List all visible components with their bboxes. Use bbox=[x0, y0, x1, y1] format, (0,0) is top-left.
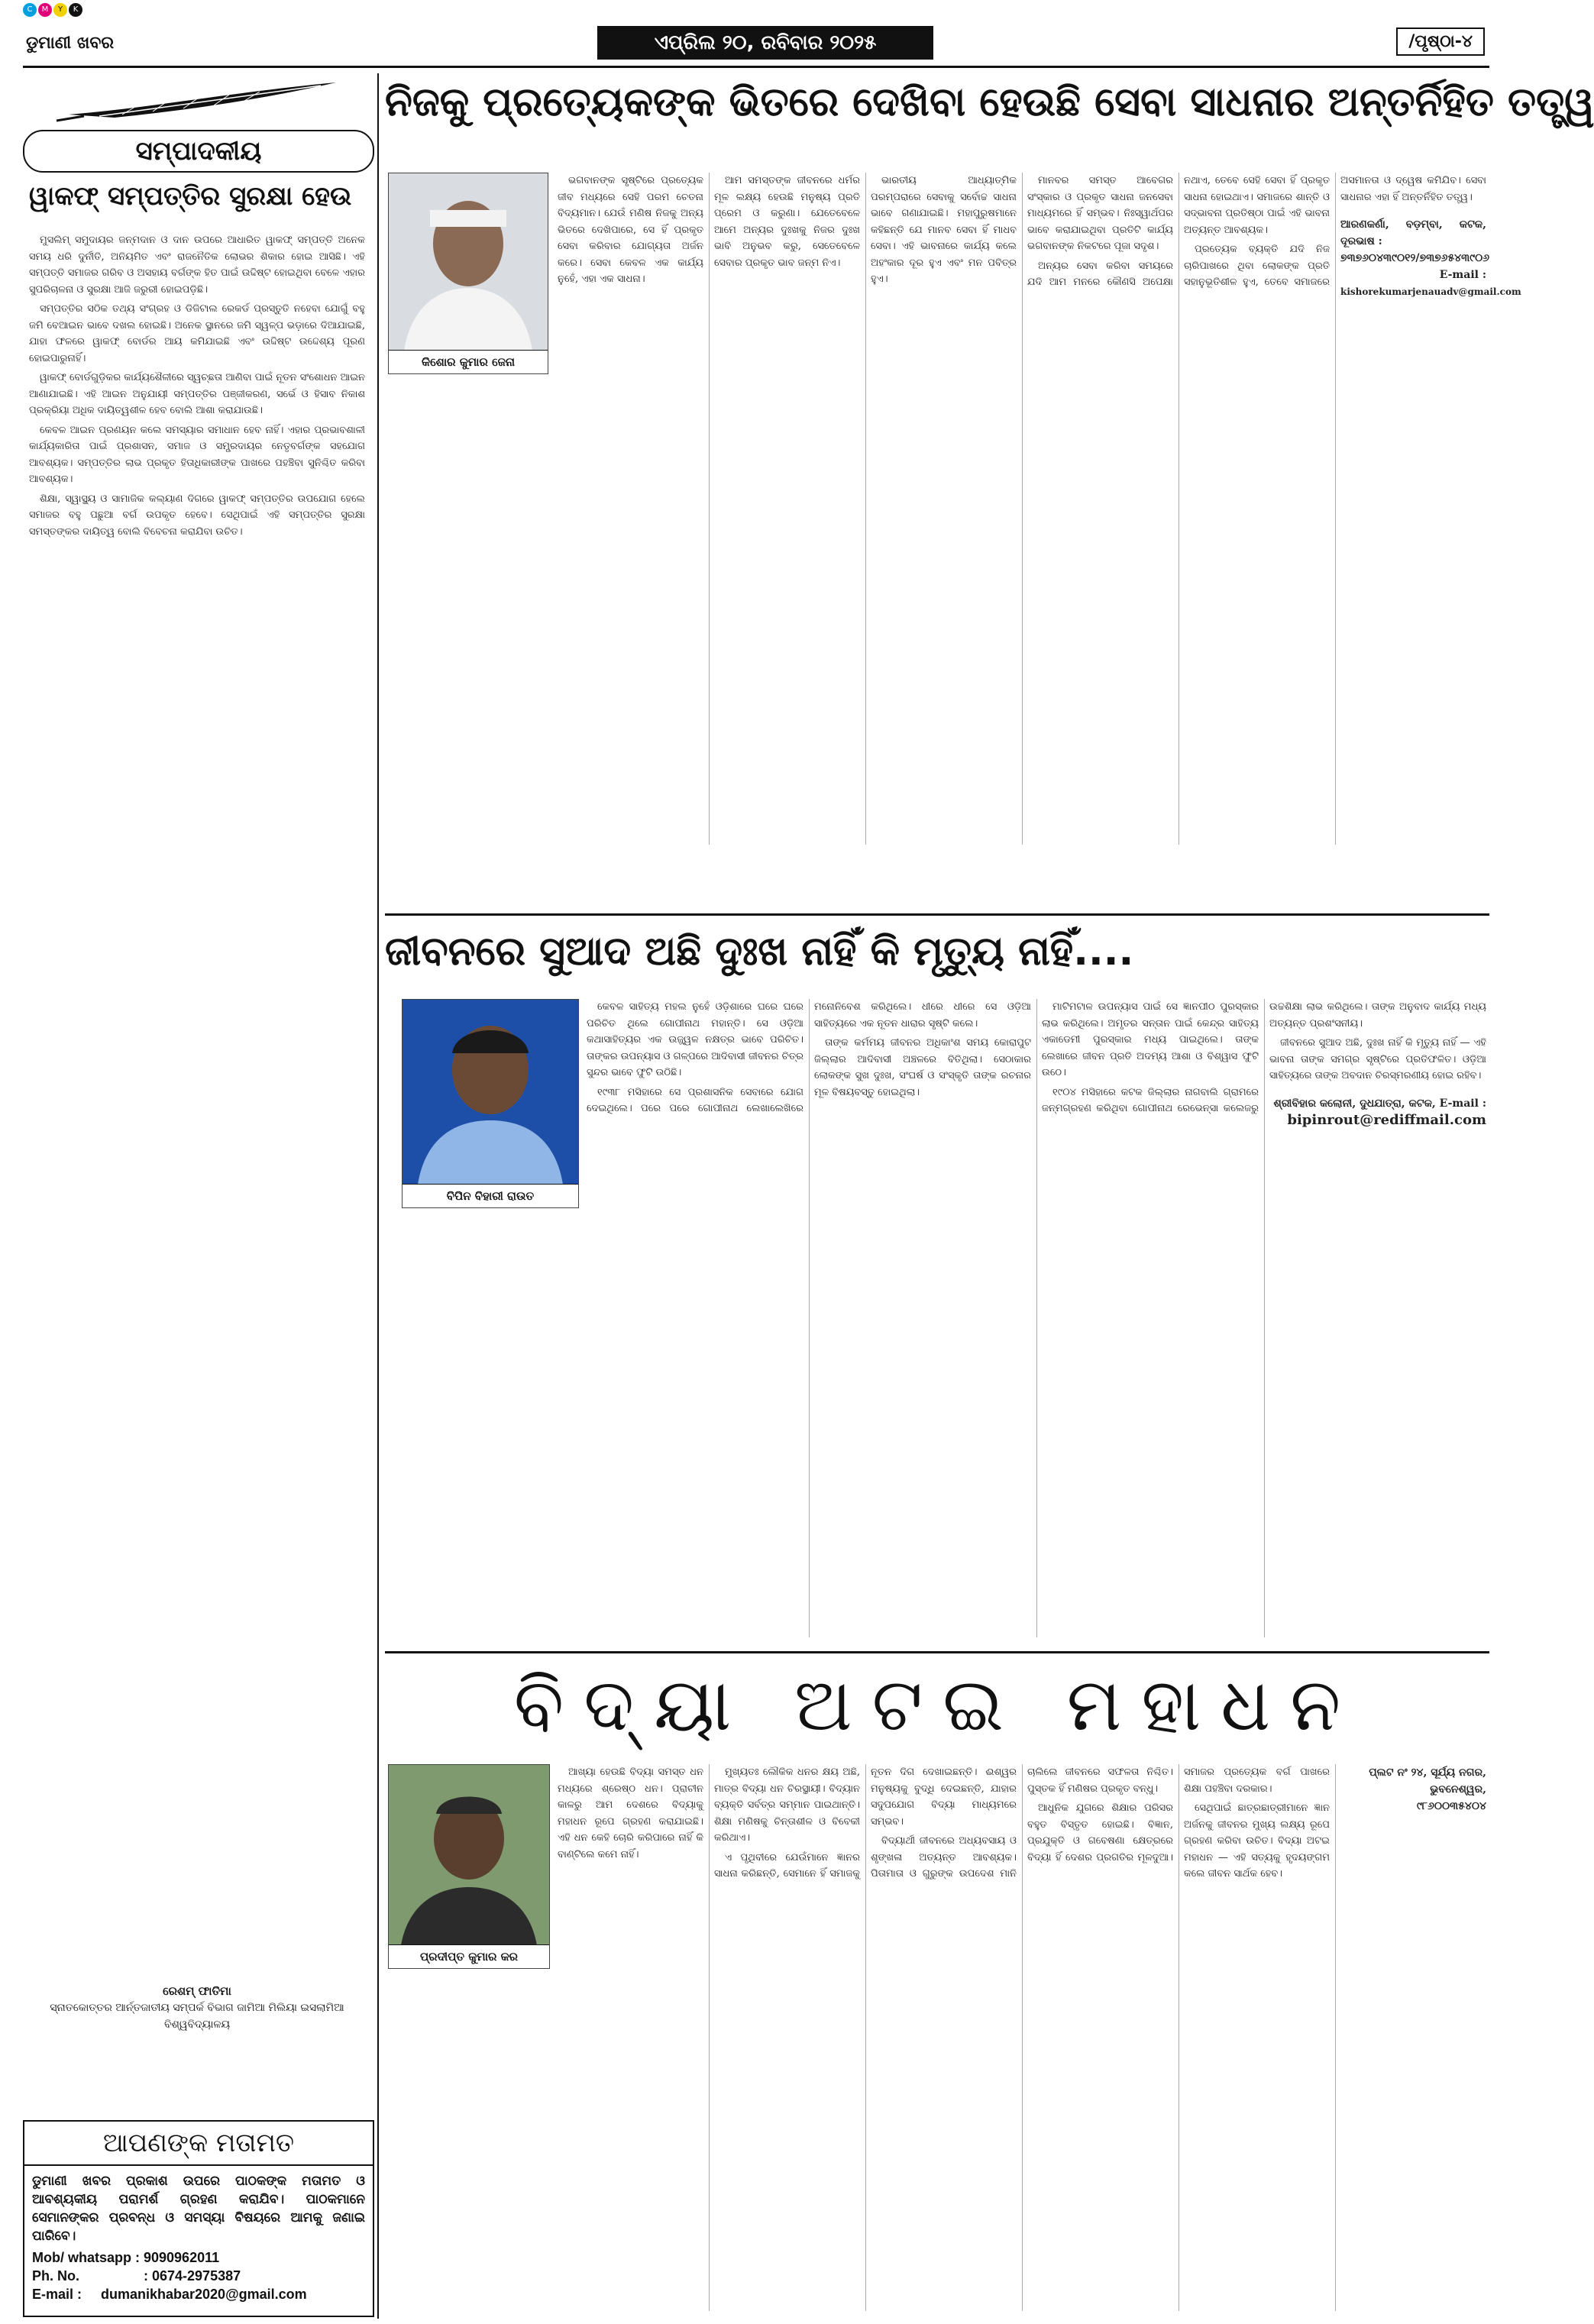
phone-label: Ph. No. bbox=[32, 2268, 79, 2284]
article-gopinath bbox=[385, 920, 1489, 1653]
mobile-number[interactable]: 9090962011 bbox=[144, 2250, 220, 2265]
print-registration-marks bbox=[23, 3, 82, 17]
author-address: ଆରଣକର୍ଣା, ବଡ଼ମ୍ବା, କଟକ, ଦୂରଭାଷ : bbox=[1340, 218, 1486, 247]
author-email[interactable]: kishorekumarjenauadv@gmail.com bbox=[1340, 286, 1521, 297]
editorial-paragraph: ଶିକ୍ଷା, ସ୍ୱାସ୍ଥ୍ୟ ଓ ସାମାଜିକ କଲ୍ୟାଣ ଦିଗରେ ୱାକଫ୍ ସମ୍ପତ୍ତିର ଉପଯୋଗ ହେଲେ ସମାଜର ବହୁ ପଛୁଆ ବର୍ଗ ଉପକୃତ ହେବେ। ସେଥିପାଇଁ ଏହି ସମ୍ପତ୍ତିର ସୁରକ୍ଷା ସମସ୍ତଙ୍କର ଦାୟିତ୍ୱ ବୋଲି ବିବେଚନା କରାଯିବା ଉଚିତ। bbox=[29, 493, 365, 538]
editorial-body bbox=[29, 232, 365, 1981]
reader-opinion-box bbox=[23, 2120, 374, 2317]
page-header bbox=[23, 23, 1489, 68]
photo-caption: ପ୍ରଦୀପ୍ତ କୁମାର କର bbox=[389, 1944, 549, 1968]
editorial-author-name: ରେଶମ୍ ଫାତିମା bbox=[163, 1984, 231, 1998]
opinion-text: ଡୁମାଣୀ ଖବର ପ୍ରକାଶ ଉପରେ ପାଠକଙ୍କ ମତାମତ ଓ ଆବଶ୍ୟକୀୟ ପରାମର୍ଶ ଗ୍ରହଣ କରାଯିବ। ପାଠକମାନେ ସେମାନଙ୍କର ପ୍ରବନ୍ଧ ଓ ସମସ୍ୟା ବିଷୟରେ ଆମକୁ ଜଣାଇ ପାରିବେ। bbox=[32, 2174, 365, 2244]
article-paragraph: ଜୀବନରେ ସୁଆଦ ଅଛି, ଦୁଃଖ ନାହିଁ କି ମୃତ୍ୟୁ ନାହିଁ — ଏହି ଭାବନା ତାଙ୍କ ସମଗ୍ର ସୃଷ୍ଟିରେ ପ୍ରତିଫଳିତ। ଓଡ଼ିଆ ସାହିତ୍ୟରେ ତାଙ୍କ ଅବଦାନ ଚିରସ୍ମରଣୀୟ ହୋଇ ରହିବ। bbox=[1269, 1037, 1486, 1081]
article-headline: ନିଜକୁ ପ୍ରତ୍ୟେକଙ୍କ ଭିତରେ ଦେଖିବା ହେଉଛି ସେବା ସାଧନାର ଅନ୍ତର୍ନିହିତ ତତ୍ତ୍ୱ bbox=[385, 79, 1594, 125]
magenta-mark: M bbox=[38, 3, 52, 17]
article-author bbox=[1269, 1095, 1486, 1129]
article-vidya bbox=[385, 1659, 1489, 2319]
editorial-headline: ୱାକଫ୍ ସମ୍ପତ୍ତିର ସୁରକ୍ଷା ହେଉ bbox=[29, 181, 352, 212]
article-paragraph: ମାଟିମଟାଳ ଉପନ୍ୟାସ ପାଇଁ ସେ ଜ୍ଞାନପୀଠ ପୁରସ୍କାର ଲାଭ କରିଥିଲେ। ଅମୃତର ସନ୍ତାନ ପାଇଁ କେନ୍ଦ୍ର ସାହିତ୍ୟ ଏକାଡେମୀ ପୁରସ୍କାର ମଧ୍ୟ ପାଇଥିଲେ। ତାଙ୍କ ଲେଖାରେ ଜୀବନ ପ୍ରତି ଅଦମ୍ୟ ଆଶା ଓ ବିଶ୍ୱାସ ଫୁଟି ଉଠେ। bbox=[1042, 1001, 1259, 1078]
article-paragraph: ତାଙ୍କ କର୍ମମୟ ଜୀବନର ଅଧିକାଂଶ ସମୟ କୋରାପୁଟ ଜିଲ୍ଲାର ଆଦିବାସୀ ଅଞ୍ଚଳରେ ବିତିଥିଲା। ସେଠାକାର ଲୋକଙ୍କ ସୁଖ ଦୁଃଖ, ସଂଘର୍ଷ ଓ ସଂସ୍କୃତି ତାଙ୍କ ରଚନାର ମୂଳ ବିଷୟବସ୍ତୁ ହୋଇଥିଲା। bbox=[814, 1037, 1031, 1098]
article-paragraph: ମୁଖ୍ୟତଃ ଲୌକିକ ଧନର କ୍ଷୟ ଅଛି, ମାତ୍ର ବିଦ୍ୟା ଧନ ଚିରସ୍ଥାୟୀ। ବିଦ୍ୟାନ ବ୍ୟକ୍ତି ସର୍ବତ୍ର ସମ୍ମାନ ପାଇଥାନ୍ତି। ଶିକ୍ଷା ମଣିଷକୁ ଚିନ୍ତାଶୀଳ ଓ ବିବେକୀ କରିଥାଏ। bbox=[714, 1766, 860, 1844]
author-photo bbox=[388, 173, 548, 374]
article-paragraph: ମାନବର ସମସ୍ତ ଆବେଗର ସଂସ୍କାର ଓ ପ୍ରକୃତ ସାଧନା ଜନସେବା ମାଧ୍ୟମରେ ହିଁ ସମ୍ଭବ। ନିଃସ୍ୱାର୍ଥପର ଭାବେ କରାଯାଇଥିବା ପ୍ରତିଟି କାର୍ଯ୍ୟ ଭଗବାନଙ୍କ ନିକଟରେ ପୂଜା ସଦୃଶ। bbox=[1027, 175, 1173, 252]
article-author bbox=[1340, 216, 1521, 300]
article-body bbox=[587, 999, 1486, 1637]
article-paragraph: ଭଗବାନଙ୍କ ସୃଷ୍ଟିରେ ପ୍ରତ୍ୟେକ ଜୀବ ମଧ୍ୟରେ ସେହି ପରମ ଚେତନା ବିଦ୍ୟମାନ। ଯେଉଁ ମଣିଷ ନିଜକୁ ଅନ୍ୟ ଭିତରେ ଦେଖିପାରେ, ସେ ହିଁ ପ୍ରକୃତ ସେବା କରିବାର ଯୋଗ୍ୟତା ଅର୍ଜନ କରେ। ସେବା କେବଳ ଏକ କାର୍ଯ୍ୟ ନୁହେଁ, ଏହା ଏକ ସାଧନା। bbox=[558, 175, 703, 285]
newspaper-name: ଡୁମାଣୀ ଖବର bbox=[26, 34, 114, 53]
author-phone: ୯୮୬୦୦୩୫୪୦୪ bbox=[1416, 1800, 1486, 1812]
editorial-paragraph: କେବଳ ଆଇନ ପ୍ରଣୟନ କଲେ ସମସ୍ୟାର ସମାଧାନ ହେବ ନାହିଁ। ଏହାର ପ୍ରଭାବଶାଳୀ କାର୍ଯ୍ୟକାରିତା ପାଇଁ ପ୍ରଶାସନ, ସମାଜ ଓ ସମ୍ପ୍ରଦାୟର ନେତୃବର୍ଗଙ୍କ ସହଯୋଗ ଆବଶ୍ୟକ। ସମ୍ପତ୍ତିର ଲାଭ ପ୍ରକୃତ ହିତାଧିକାରୀଙ୍କ ପାଖରେ ପହଞ୍ଚିବା ସୁନିଶ୍ଚିତ କରିବା ଆବଶ୍ୟକ। bbox=[29, 424, 365, 485]
article-paragraph: ସେଥିପାଇଁ ଛାତ୍ରଛାତ୍ରୀମାନେ ଜ୍ଞାନ ଅର୍ଜନକୁ ଜୀବନର ମୁଖ୍ୟ ଲକ୍ଷ୍ୟ ରୂପେ ଗ୍ରହଣ କରିବା ଉଚିତ। ବିଦ୍ୟା ଅଟଇ ମହାଧନ — ଏହି ସତ୍ୟକୁ ହୃଦୟଙ୍ଗମ କଲେ ଜୀବନ ସାର୍ଥକ ହେବ। bbox=[1184, 1802, 1330, 1880]
article-paragraph: ଭାରତୀୟ ଆଧ୍ୟାତ୍ମିକ ପରମ୍ପରାରେ ସେବାକୁ ସର୍ବୋଚ୍ଚ ସାଧନା ଭାବେ ଗଣାଯାଇଛି। ମହାପୁରୁଷମାନେ କହିଛନ୍ତି ଯେ ମାନବ ସେବା ହିଁ ମାଧବ ସେବା। ଏହି ଭାବନାରେ କାର୍ଯ୍ୟ କଲେ ଅହଂକାର ଦୂର ହୁଏ ଏବଂ ମନ ପବିତ୍ର ହୁଏ। bbox=[871, 175, 1017, 285]
contact-details bbox=[24, 2248, 373, 2303]
phone-number[interactable]: : 0674-2975387 bbox=[144, 2268, 241, 2284]
issue-date: ଏପ୍ରିଲ ୨୦, ରବିବାର ୨୦୨୫ bbox=[597, 26, 933, 60]
portrait-image bbox=[389, 173, 548, 351]
cyan-mark: C bbox=[23, 3, 37, 17]
article-body bbox=[558, 1764, 1486, 2311]
article-paragraph: ୧୯୦୪ ମସିହାରେ କଟକ ଜିଲ୍ଲାର ନାଗବାଲି ଗ୍ରାମରେ ଜନ୍ମଗ୍ରହଣ କରିଥିବା ଗୋପୀନାଥ ରେଭେନ୍ସା କଲେଜରୁ ଉଚ୍ଚଶିକ୍ଷା ଲାଭ କରିଥିଲେ। ତାଙ୍କ ଅନୁବାଦ କାର୍ଯ୍ୟ ମଧ୍ୟ ଅତ୍ୟନ୍ତ ପ୍ରଶଂସନୀୟ। bbox=[1042, 1001, 1486, 1114]
photo-caption: କିଶୋର କୁମାର ଜେନା bbox=[389, 350, 548, 373]
black-mark: K bbox=[69, 3, 82, 17]
author-photo bbox=[388, 1764, 550, 1969]
article-paragraph: ଆଧୁନିକ ଯୁଗରେ ଶିକ୍ଷାର ପରିସର ବହୁତ ବିସ୍ତୃତ ହୋଇଛି। ବିଜ୍ଞାନ, ପ୍ରଯୁକ୍ତି ଓ ଗବେଷଣା କ୍ଷେତ୍ରରେ ବିଦ୍ୟା ହିଁ ଦେଶର ପ୍ରଗତିର ମୂଳଦୁଆ। ସମାଜର ପ୍ରତ୍ୟେକ ବର୍ଗ ପାଖରେ ଶିକ୍ଷା ପହଞ୍ଚିବା ଦରକାର। bbox=[1027, 1766, 1330, 1863]
article-paragraph: ବିଦ୍ୟାର୍ଥୀ ଜୀବନରେ ଅଧ୍ୟବସାୟ ଓ ଶୃଙ୍ଖଳା ଅତ୍ୟନ୍ତ ଆବଶ୍ୟକ। ପିତାମାତା ଓ ଗୁରୁଙ୍କ ଉପଦେଶ ମାନି ଚାଲିଲେ ଜୀବନରେ ସଫଳତା ନିଶ୍ଚିତ। ପୁସ୍ତକ ହିଁ ମଣିଷର ପ୍ରକୃତ ବନ୍ଧୁ। bbox=[871, 1766, 1173, 1880]
mobile-label: Mob/ whatsapp : bbox=[32, 2250, 140, 2265]
author-phone: ୭୩୭୬୦୪୩୯୦୧୨/୭୩୭୬୫୪୩୯୦୬ bbox=[1340, 252, 1490, 264]
column-divider bbox=[377, 73, 379, 2319]
opinion-title: ଆପଣଙ୍କ ମତାମତ bbox=[24, 2122, 373, 2166]
author-photo bbox=[402, 999, 579, 1208]
article-paragraph: ଆଖ୍ୟା ହେଉଛି ବିଦ୍ୟା ସମସ୍ତ ଧନ ମଧ୍ୟରେ ଶ୍ରେଷ୍ଠ ଧନ। ପ୍ରାଚୀନ କାଳରୁ ଆମ ଦେଶରେ ବିଦ୍ୟାକୁ ମହାଧନ ରୂପେ ଗ୍ରହଣ କରାଯାଇଛି। ଏହି ଧନ କେହି ଚୋରି କରିପାରେ ନାହିଁ କି ବାଣ୍ଟିଲେ କମେ ନାହିଁ। bbox=[558, 1766, 703, 1860]
author-email-label: E-mail : bbox=[1439, 269, 1486, 281]
editorial-section-title: ସମ୍ପାଦକୀୟ bbox=[23, 130, 374, 173]
article-headline: ବିଦ୍ୟା ଅଟଇ ମହାଧନ bbox=[513, 1662, 1361, 1747]
editorial-author-desc: ସ୍ନାତକୋତ୍ତର ଆର୍ନ୍ତଜାତୀୟ ସମ୍ପର୍କ ବିଭାଗ ଜାମିଆ ମିଲିୟା ଇସଲାମିଆ ବିଶ୍ୱବିଦ୍ୟାଳୟ bbox=[50, 2002, 344, 2031]
portrait-image bbox=[403, 1000, 578, 1185]
article-divider bbox=[385, 913, 1489, 916]
article-paragraph: କେବଳ ସାହିତ୍ୟ ମହଲ ନୁହେଁ ଓଡ଼ିଶାରେ ଘରେ ଘରେ ପରିଚିତ ଥିଲେ ଗୋପୀନାଥ ମହାନ୍ତି। ସେ ଓଡ଼ିଆ କଥାସାହିତ୍ୟର ଏକ ଉଜ୍ଜ୍ୱଳ ନକ୍ଷତ୍ର ଭାବେ ପରିଚିତ। ତାଙ୍କର ଉପନ୍ୟାସ ଓ ଗଳ୍ପରେ ଆଦିବାସୀ ଜୀବନର ଚିତ୍ର ସୁନ୍ଦର ଭାବେ ଫୁଟି ଉଠିଛି। bbox=[587, 1001, 803, 1078]
article-paragraph: ଆମ ସମସ୍ତଙ୍କ ଜୀବନରେ ଧର୍ମର ମୂଳ ଲକ୍ଷ୍ୟ ହେଉଛି ମନୁଷ୍ୟ ପ୍ରତି ପ୍ରେମ ଓ କରୁଣା। ଯେତେବେଳେ ଆମେ ଅନ୍ୟର ଦୁଃଖକୁ ନିଜର ଦୁଃଖ ଭାବି ଅନୁଭବ କରୁ, ସେତେବେଳେ ସେବାର ପ୍ରକୃତ ଭାବ ଜନ୍ମ ନିଏ। bbox=[714, 175, 860, 269]
photo-caption: ବିପିନ ବିହାରୀ ରାଉତ bbox=[403, 1184, 578, 1207]
editorial-paragraph: ୱାକଫ୍ ବୋର୍ଡଗୁଡ଼ିକର କାର୍ଯ୍ୟଶୈଳୀରେ ସ୍ୱଚ୍ଛତା ଆଣିବା ପାଇଁ ନୂତନ ସଂଶୋଧନ ଆଇନ ଆଣାଯାଇଛି। ଏହି ଆଇନ ଅନୁଯାୟୀ ସମ୍ପତ୍ତିର ପଞ୍ଜୀକରଣ, ସର୍ଭେ ଓ ହିସାବ ନିକାଶ ପ୍ରକ୍ରିୟା ଅଧିକ ଦାୟିତ୍ୱଶୀଳ ହେବ ବୋଲି ଆଶା କରାଯାଉଛି। bbox=[29, 372, 365, 416]
author-address: ପ୍ଲଟ ନଂ ୨୪, ସୂର୍ଯ୍ୟ ନଗର, ଭୁବନେଶ୍ୱର, bbox=[1369, 1766, 1486, 1796]
left-column bbox=[23, 73, 371, 2319]
author-email[interactable]: bipinrout@rediffmail.com bbox=[1287, 1111, 1486, 1128]
page-number: /ପୃଷ୍ଠା-୪ bbox=[1396, 27, 1485, 56]
editorial-paragraph: ମୁସଲିମ୍ ସମୁଦାୟର ଜନ୍ମଦାନ ଓ ଦାନ ଉପରେ ଆଧାରିତ ୱାକଫ୍ ସମ୍ପତ୍ତି ଅନେକ ସମୟ ଧରି ଦୁର୍ନୀତି, ଅନିୟମିତ ଏବଂ ରାଜନୈତିକ ଲୋଭର ଶିକାର ହୋଇ ଆସିଛି। ଏହି ସମ୍ପତ୍ତି ସମାଜର ଗରିବ ଓ ଅସହାୟ ବର୍ଗଙ୍କ ହିତ ପାଇଁ ଉଦ୍ଦିଷ୍ଟ ହୋଇଥିବା ବେଳେ ଏହାର ସୁପରିଚାଳନା ଓ ସୁରକ୍ଷା ଆଜି ଜରୁରୀ ହୋଇପଡ଼ିଛି। bbox=[29, 234, 365, 296]
email-label: E-mail : bbox=[32, 2287, 82, 2302]
article-paragraph: ୧୯୩୮ ମସିହାରେ ସେ ପ୍ରଶାସନିକ ସେବାରେ ଯୋଗ ଦେଇଥିଲେ। ପରେ ପରେ ଗୋପୀନାଥ ଲେଖାଲେଖିରେ ମନୋନିବେଶ କରିଥିଲେ। ଧୀରେ ଧୀରେ ସେ ଓଡ଼ିଆ ସାହିତ୍ୟରେ ଏକ ନୂତନ ଧାରାର ସୃଷ୍ଟି କଲେ। bbox=[587, 1001, 1031, 1114]
editorial-paragraph: ସମ୍ପତ୍ତିର ସଠିକ ତଥ୍ୟ ସଂଗ୍ରହ ଓ ଡିଜିଟାଲ ରେକର୍ଡ ପ୍ରସ୍ତୁତି ନହେବା ଯୋଗୁଁ ବହୁ ଜମି ବେଆଇନ ଭାବେ ଦଖଲ ହୋଇଛି। ଅନେକ ସ୍ଥାନରେ ଜମି ସ୍ୱଳ୍ପ ଭଡ଼ାରେ ଦିଆଯାଇଛି, ଯାହା ଫଳରେ ୱାକଫ୍ ବୋର୍ଡର ଆୟ କମିଯାଇଛି ଏବଂ ଉଦ୍ଦିଷ୍ଟ ଉଦ୍ଦେଶ୍ୟ ପୂରଣ ହୋଇପାରୁନାହିଁ। bbox=[29, 303, 365, 364]
quill-pen-icon bbox=[53, 78, 344, 124]
article-headline: ଜୀବନରେ ସୁଆଦ ଅଛି ଦୁଃଖ ନାହିଁ କି ମୃତ୍ୟୁ ନାହିଁ.... bbox=[385, 929, 1134, 975]
email-address[interactable]: dumanikhabar2020@gmail.com bbox=[101, 2287, 307, 2302]
article-body bbox=[558, 173, 1521, 845]
editorial-byline bbox=[29, 1983, 365, 2033]
portrait-image bbox=[389, 1765, 549, 1945]
article-paragraph: ପ୍ରତ୍ୟେକ ବ୍ୟକ୍ତି ଯଦି ନିଜ ଚାରିପାଖରେ ଥିବା ଲୋକଙ୍କ ପ୍ରତି ସହାନୁଭୂତିଶୀଳ ହୁଏ, ତେବେ ସମାଜରେ ଅସମାନତା ଓ ଦ୍ୱେଷ କମିଯିବ। ସେବା ସାଧନାର ଏହା ହିଁ ଅନ୍ତର୍ନିହିତ ତତ୍ତ୍ୱ। bbox=[1184, 175, 1486, 288]
article-author bbox=[1340, 1764, 1486, 1815]
article-seva-sadhana bbox=[385, 73, 1594, 860]
author-address: ଶ୍ରୀବିହାର କଲୋନୀ, ଦୁଧଯାତ୍ରା, କଟକ, E-mail : bbox=[1273, 1097, 1486, 1110]
article-paragraph: ଏ ପୃଥିବୀରେ ଯେଉଁମାନେ ଜ୍ଞାନର ସାଧନା କରିଛନ୍ତି, ସେମାନେ ହିଁ ସମାଜକୁ ନୂତନ ଦିଗ ଦେଖାଇଛନ୍ତି। ଈଶ୍ୱର ମନୁଷ୍ୟକୁ ବୁଦ୍ଧି ଦେଇଛନ୍ତି, ଯାହାର ସଦୁପଯୋଗ ବିଦ୍ୟା ମାଧ୍ୟମରେ ସମ୍ଭବ। bbox=[714, 1766, 1017, 1880]
article-paragraph: ଅନ୍ୟର ସେବା କରିବା ସମୟରେ ଯଦି ଆମ ମନରେ କୌଣସି ଅପେକ୍ଷା ନଥାଏ, ତେବେ ସେହି ସେବା ହିଁ ପ୍ରକୃତ ସାଧନା ହୋଇଥାଏ। ସମାଜରେ ଶାନ୍ତି ଓ ସଦ୍ଭାବନା ପ୍ରତିଷ୍ଠା ପାଇଁ ଏହି ଭାବନା ଅତ୍ୟନ୍ତ ଆବଶ୍ୟକ। bbox=[1027, 175, 1330, 288]
yellow-mark: Y bbox=[53, 3, 67, 17]
article-divider bbox=[385, 1651, 1489, 1653]
